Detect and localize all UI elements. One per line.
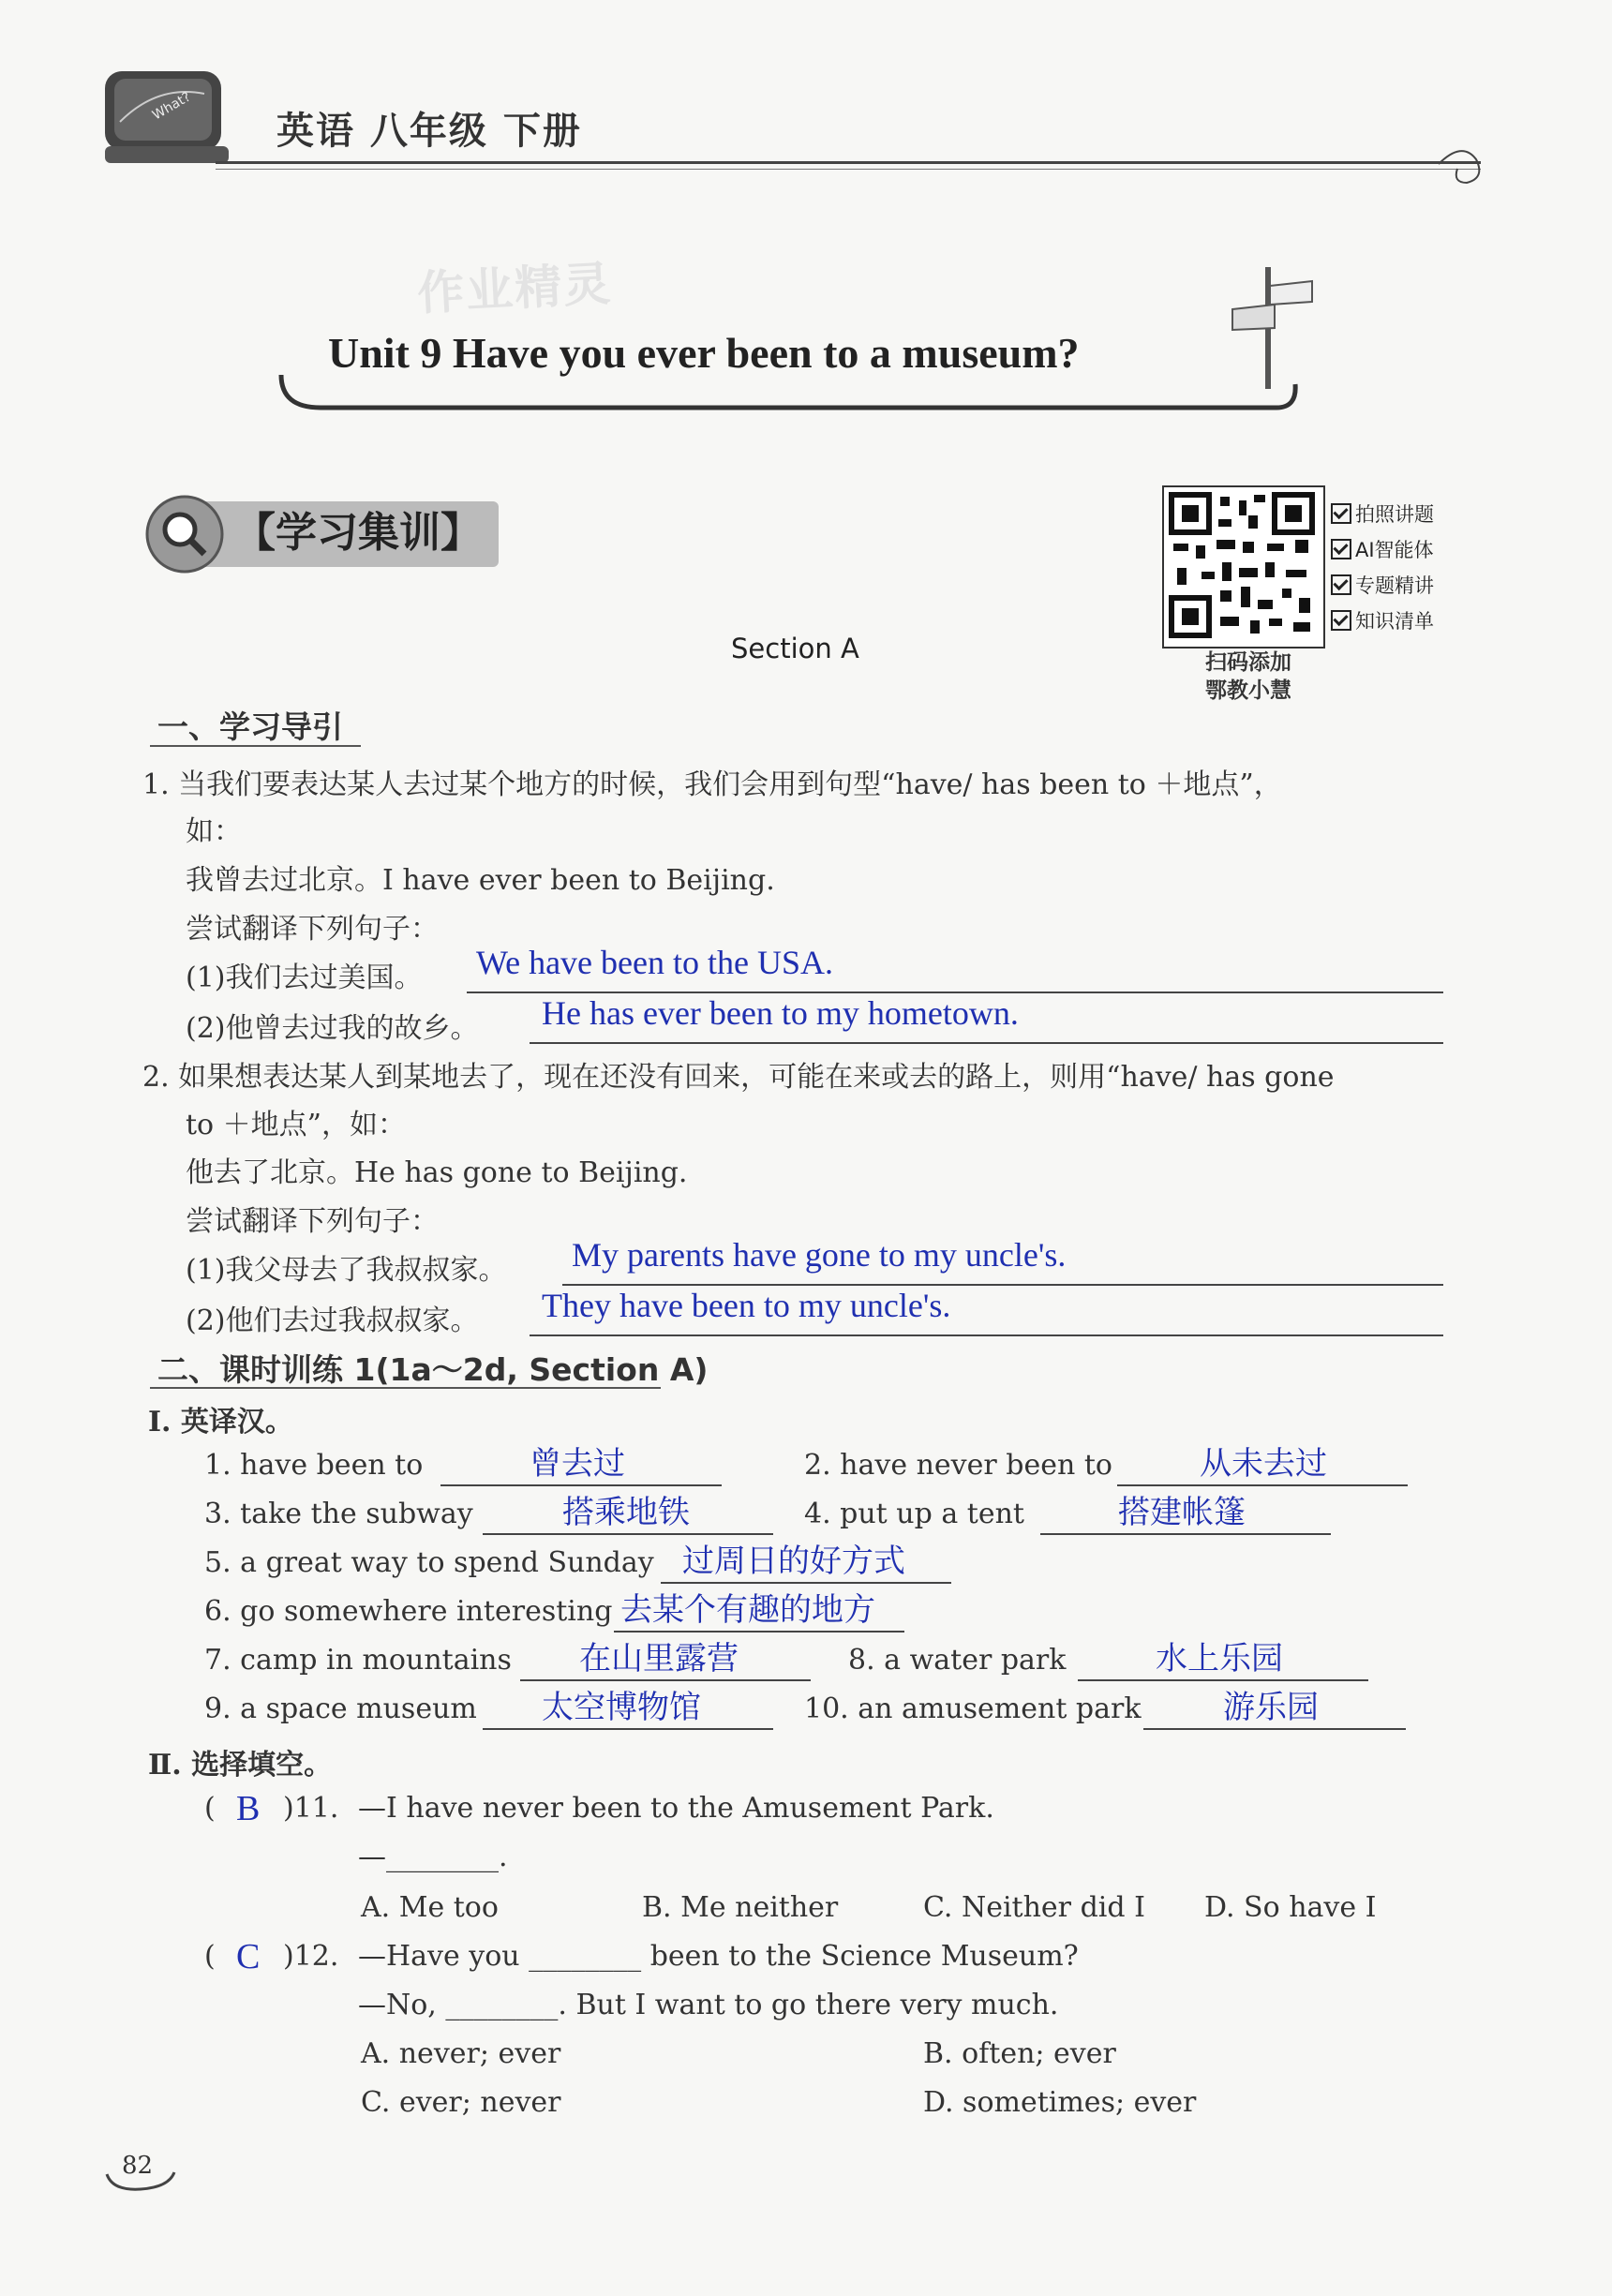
trans-a: 太空博物馆 [542, 1691, 701, 1725]
trans-q: 7. camp in mountains [204, 1644, 512, 1677]
item1-q2: (2)他曾去过我的故乡。 [186, 1012, 479, 1045]
qr-option: 拍照讲题 [1331, 497, 1434, 532]
check-icon [1331, 539, 1351, 559]
sub2-heading: Ⅱ. 选择填空。 [148, 1749, 333, 1782]
q11-paren-close: )11. [283, 1792, 339, 1825]
qr-option: AI智能体 [1331, 532, 1434, 568]
trans-a: 从未去过 [1200, 1447, 1327, 1482]
trans-q: 3. take the subway [204, 1498, 473, 1530]
qr-caption-line2: 鄂教小慧 [1205, 678, 1291, 703]
part1-heading-underline [150, 745, 361, 747]
header-rule-thin [216, 169, 1481, 170]
trans-q: 8. a water park [848, 1644, 1067, 1677]
trans-q: 5. a great way to spend Sunday [204, 1546, 654, 1579]
check-icon [1331, 503, 1351, 524]
item2-a1: My parents have gone to my uncle's. [572, 1236, 1067, 1274]
q12-stem: —Have you ________ been to the Science Museum? [358, 1940, 1079, 1973]
trans-a: 游乐园 [1223, 1691, 1319, 1725]
page-number: 82 [122, 2152, 154, 2180]
q11-answer: B [236, 1789, 261, 1828]
trans-a: 曾去过 [530, 1447, 625, 1482]
section-title: Section A [731, 633, 859, 664]
part1-heading: 一、学习导引 [157, 708, 343, 745]
trans-a: 在山里露营 [579, 1642, 739, 1677]
qr-options [1331, 497, 1434, 639]
part2-heading: 二、课时训练 1(1a～2d, Section A) [157, 1351, 709, 1388]
item1-a2: He has ever been to my hometown. [542, 994, 1019, 1032]
check-icon [1331, 574, 1351, 595]
item1-example: 我曾去过北京。I have ever been to Beijing. [186, 864, 775, 897]
item2-example: 他去了北京。He has gone to Beijing. [186, 1156, 688, 1189]
item2-line2: to ＋地点”，如： [186, 1109, 406, 1141]
answer-line [483, 1728, 773, 1730]
item2-q1: (1)我父母去了我叔叔家。 [186, 1254, 507, 1287]
qr-option: 知识清单 [1331, 604, 1434, 639]
trans-q: 6. go somewhere interesting [204, 1595, 613, 1628]
header-rule [216, 161, 1481, 164]
item1-a1: We have been to the USA. [476, 944, 833, 981]
answer-line [530, 1334, 1443, 1336]
q11-option[interactable]: D. So have I [1204, 1891, 1377, 1924]
swirl-ornament-icon [1434, 141, 1490, 197]
trans-a: 过周日的好方式 [682, 1544, 905, 1579]
q11-option[interactable]: A. Me too [361, 1891, 499, 1924]
q11-stem: —I have never been to the Amusement Park. [358, 1792, 994, 1825]
q11-reply: —________. [358, 1841, 508, 1873]
item2-prompt: 尝试翻译下列句子： [186, 1205, 439, 1238]
qr-caption [1183, 649, 1314, 705]
trans-q: 9. a space museum [204, 1692, 477, 1725]
trans-a: 搭乘地铁 [562, 1496, 690, 1530]
monitor-logo-icon [101, 66, 232, 169]
q11-paren-open: ( [204, 1792, 216, 1825]
trans-q: 2. have never been to [804, 1449, 1112, 1482]
study-section-label: 【学习集训】 [234, 509, 482, 557]
q12-option[interactable]: A. never; ever [361, 2037, 561, 2070]
item1-line1: 1. 当我们要表达某人去过某个地方的时候，我们会用到句型“have/ has been to ＋地点”， [142, 768, 1282, 801]
trans-q: 1. have been to [204, 1449, 424, 1482]
item1-q1: (1)我们去过美国。 [186, 962, 423, 994]
q11-option[interactable]: C. Neither did I [923, 1891, 1145, 1924]
q12-reply: —No, ________. But I want to go there very much. [358, 1989, 1059, 2021]
item1-prompt: 尝试翻译下列句子： [186, 913, 439, 946]
item2-a2: They have been to my uncle's. [542, 1287, 951, 1324]
signpost-icon [1218, 262, 1321, 394]
q12-option[interactable]: C. ever; never [361, 2086, 561, 2119]
q12-option[interactable]: B. often; ever [923, 2037, 1116, 2070]
trans-a: 水上乐园 [1156, 1642, 1283, 1677]
answer-line [530, 1042, 1443, 1044]
trans-a: 搭建帐篷 [1118, 1496, 1246, 1530]
check-icon [1331, 610, 1351, 631]
monitor-text: What? [150, 89, 194, 124]
trans-a: 去某个有趣的地方 [620, 1593, 875, 1628]
item2-line1: 2. 如果想表达某人到某地去了，现在还没有回来，可能在来或去的路上，则用“have/ has gone [142, 1061, 1335, 1094]
unit-title: Unit 9 Have you ever been to a museum? [328, 329, 1080, 377]
q12-option[interactable]: D. sometimes; ever [923, 2086, 1197, 2119]
answer-line [1040, 1533, 1331, 1535]
qr-pattern-icon [1164, 487, 1320, 643]
q11-option[interactable]: B. Me neither [642, 1891, 839, 1924]
trans-q: 4. put up a tent [804, 1498, 1024, 1530]
book-title: 英语 八年级 下册 [276, 109, 582, 153]
watermark: 作业精灵 [415, 256, 614, 321]
sub1-heading: Ⅰ. 英译汉。 [148, 1406, 293, 1439]
qr-caption-line1: 扫码添加 [1205, 650, 1291, 675]
qr-code[interactable] [1162, 485, 1325, 649]
part2-heading-underline [150, 1387, 661, 1389]
item1-line2: 如： [186, 815, 242, 848]
q12-paren-close: )12. [283, 1940, 339, 1973]
q12-paren-open: ( [204, 1940, 216, 1973]
qr-option: 专题精讲 [1331, 568, 1434, 604]
q12-answer: C [236, 1937, 261, 1976]
item2-q2: (2)他们去过我叔叔家。 [186, 1305, 479, 1337]
answer-line [1143, 1728, 1406, 1730]
trans-q: 10. an amusement park [804, 1692, 1142, 1725]
